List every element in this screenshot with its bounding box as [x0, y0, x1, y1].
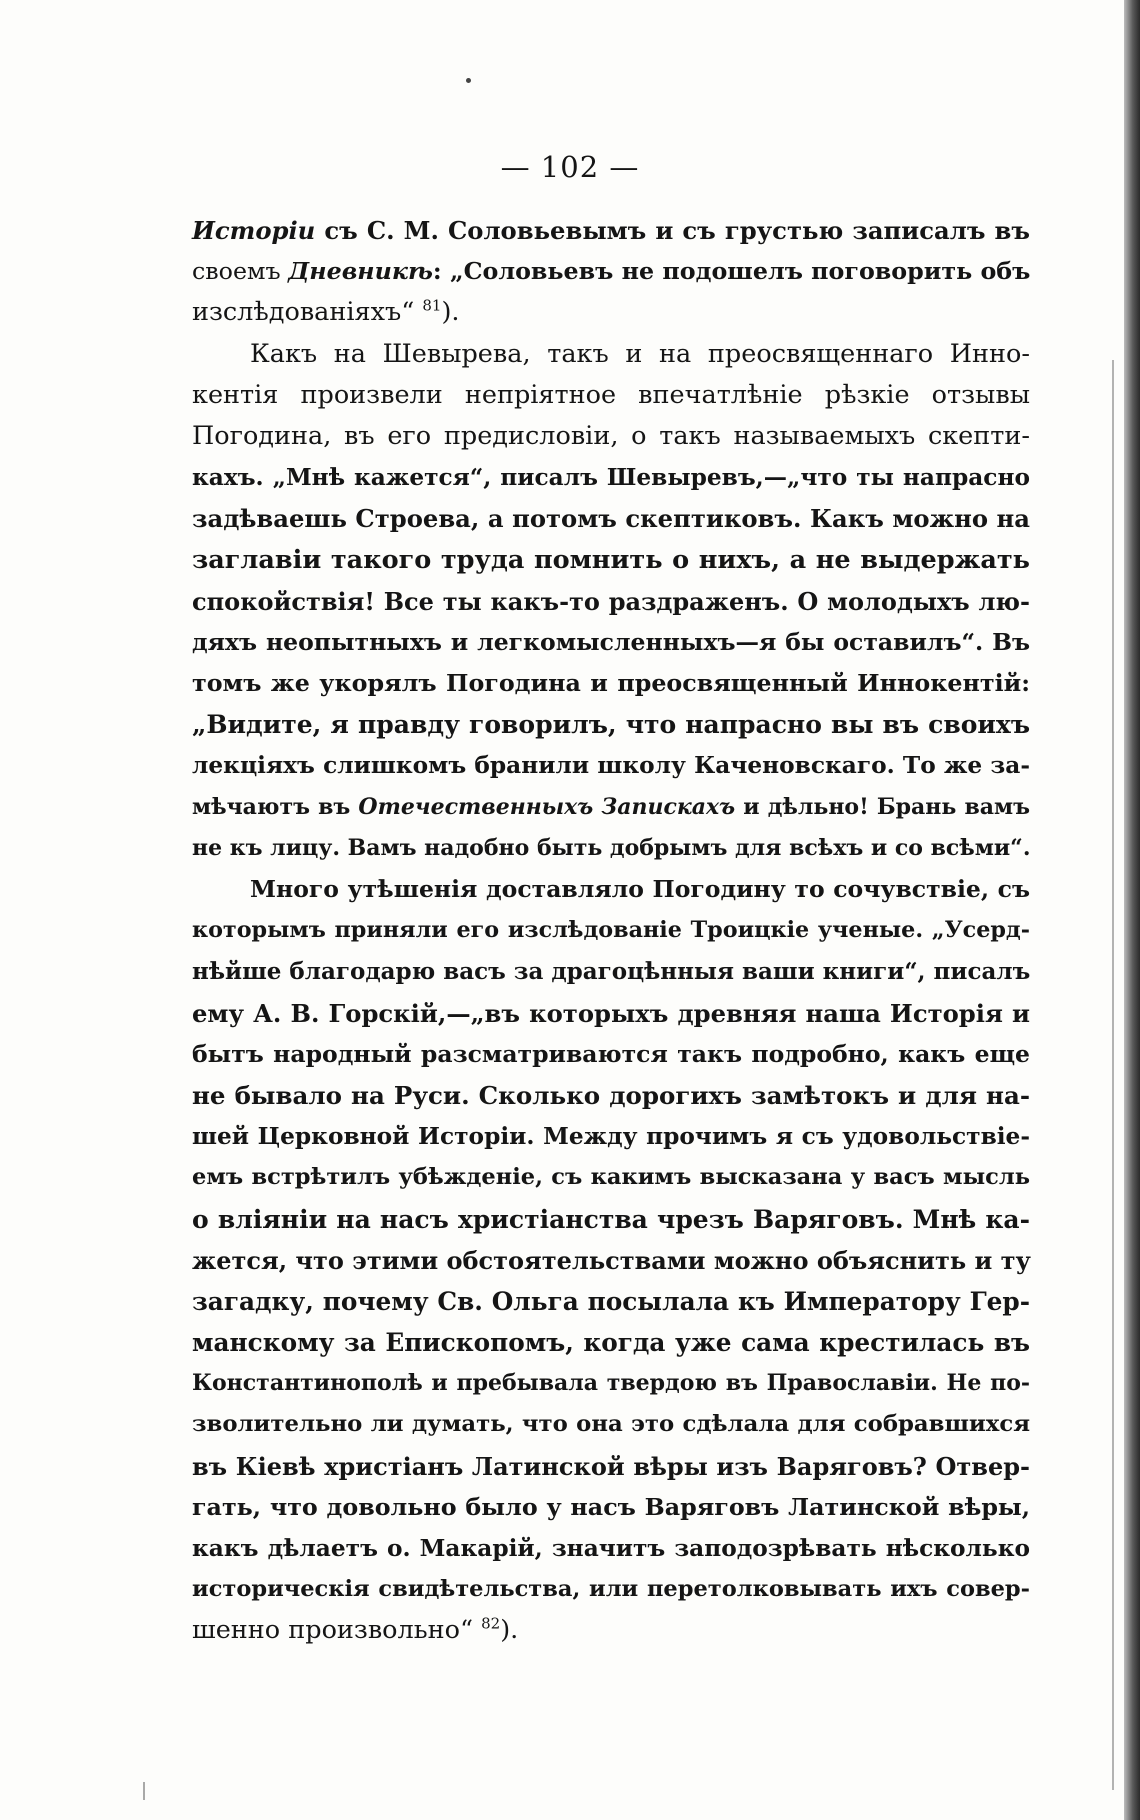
text-line: кахъ. „Мнѣ кажется“, писалъ Шевыревъ,—„что ты напрасно: [192, 464, 1030, 492]
text-line: задѣваешь Строева, а потомъ скептиковъ. Какъ можно на: [192, 504, 1030, 534]
scan-mark: [143, 1782, 145, 1800]
body-text: [192, 210, 1030, 1652]
text-line: историческія свидѣтельства, или перетолковывать ихъ совер-: [192, 1576, 1030, 1603]
footnote-ref-81: 81: [422, 296, 442, 315]
text-line: шей Церковной Исторіи. Между прочимъ я съ удовольствіе-: [192, 1123, 1030, 1151]
text-line: емъ встрѣтилъ убѣжденіе, съ какимъ высказана у васъ мысль: [192, 1164, 1030, 1191]
text-line: не къ лицу. Вамъ надобно быть добрымъ для всѣхъ и со всѣми“.: [192, 834, 1031, 861]
text-line: загадку, почему Св. Ольга посылала къ Императору Гер-: [192, 1286, 1030, 1316]
italic-title-istorii: Исторіи: [192, 216, 316, 245]
text-line: заглавіи такого труда помнить о нихъ, а не выдержать: [192, 544, 1030, 575]
text-line: которымъ приняли его изслѣдованіе Троицкіе ученые. „Усерд-: [192, 917, 1030, 944]
text-line: манскому за Епископомъ, когда уже сама крестилась въ: [192, 1328, 1030, 1358]
text-line: гать, что довольно было у насъ Варяговъ Латинской вѣры,: [192, 1492, 1030, 1521]
text-line: Погодина, въ его предисловіи, о такъ называемыхъ скепти-: [192, 420, 1030, 451]
text-line: въ Кіевѣ христіанъ Латинской вѣры изъ Варяговъ? Отвер-: [192, 1451, 1030, 1481]
text-line: жется, что этими обстоятельствами можно объяснить и ту: [192, 1245, 1031, 1275]
text-span: мѣчаютъ въ: [192, 793, 359, 820]
text-span: : „Соловьевъ не подошелъ поговорить объ: [432, 257, 1031, 286]
text-line: какъ дѣлаетъ о. Макарій, значитъ заподозрѣвать нѣсколько: [192, 1535, 1030, 1562]
text-line: [192, 251, 1030, 292]
text-line: томъ же укорялъ Погодина и преосвященный Иннокентій:: [192, 669, 1030, 698]
text-line: „Видите, я правду говорилъ, что напрасно вы въ своихъ: [192, 710, 1030, 740]
text-line: не бывало на Руси. Сколько дорогихъ замѣтокъ и для на-: [192, 1080, 1030, 1110]
text-line: [192, 1610, 1030, 1651]
text-span: шенно произвольно“: [192, 1615, 482, 1646]
text-line: Константинополѣ и пребывала твердою въ Православіи. Не по-: [192, 1370, 1030, 1397]
paragraph-start: Много утѣшенія доставляло Погодину то сочувствіе, съ: [250, 875, 1030, 903]
paragraph-start: Какъ на Шевырева, такъ и на преосвященнаго Инно-: [250, 338, 1030, 369]
text-line: зволительно ли думать, что она это сдѣлала для собравшихся: [192, 1411, 1030, 1438]
text-span: изслѣдованіяхъ“: [192, 297, 423, 328]
italic-title-dnevnik: Дневникѣ: [288, 257, 433, 286]
text-line: нѣйше благодарю васъ за драгоцѣнныя ваши книги“, писалъ: [192, 958, 1031, 986]
text-line: дяхъ неопытныхъ и легкомысленныхъ—я бы оставилъ“. Въ: [192, 627, 1030, 656]
text-line: [192, 787, 1030, 828]
scan-edge-line: [1112, 360, 1114, 1790]
text-line: ему А. В. Горскій,—„въ которыхъ древняя наша Исторія и: [192, 998, 1030, 1028]
page-number: — 102 —: [500, 150, 640, 184]
scan-speck: [466, 78, 471, 83]
text-line: [192, 210, 1030, 251]
text-line: бытъ народный разсматриваются такъ подробно, какъ еще: [192, 1039, 1030, 1068]
text-line: [192, 292, 1030, 333]
text-span: своемъ: [192, 257, 289, 286]
text-span: съ С. М. Соловьевымъ и съ грустью записалъ въ: [315, 216, 1030, 245]
text-span: ).: [441, 297, 460, 328]
text-line: спокойствія! Все ты какъ-то раздраженъ. О молодыхъ лю-: [192, 586, 1030, 616]
page-edge-shadow: [1124, 0, 1140, 1820]
text-span: и дѣльно! Брань вамъ: [735, 793, 1030, 820]
footnote-ref-82: 82: [481, 1614, 501, 1633]
text-line: кентія произвели непріятное впечатлѣніе рѣзкіе отзывы: [192, 379, 1030, 410]
text-span: ).: [500, 1615, 519, 1646]
text-line: лекціяхъ слишкомъ бранили школу Каченовскаго. То же за-: [192, 752, 1030, 780]
text-line: о вліяніи на насъ христіанства чрезъ Варяговъ. Мнѣ ка-: [192, 1204, 1030, 1234]
italic-title-otechestvennye-zapiski: Отечественныхъ Запискахъ: [358, 793, 736, 820]
